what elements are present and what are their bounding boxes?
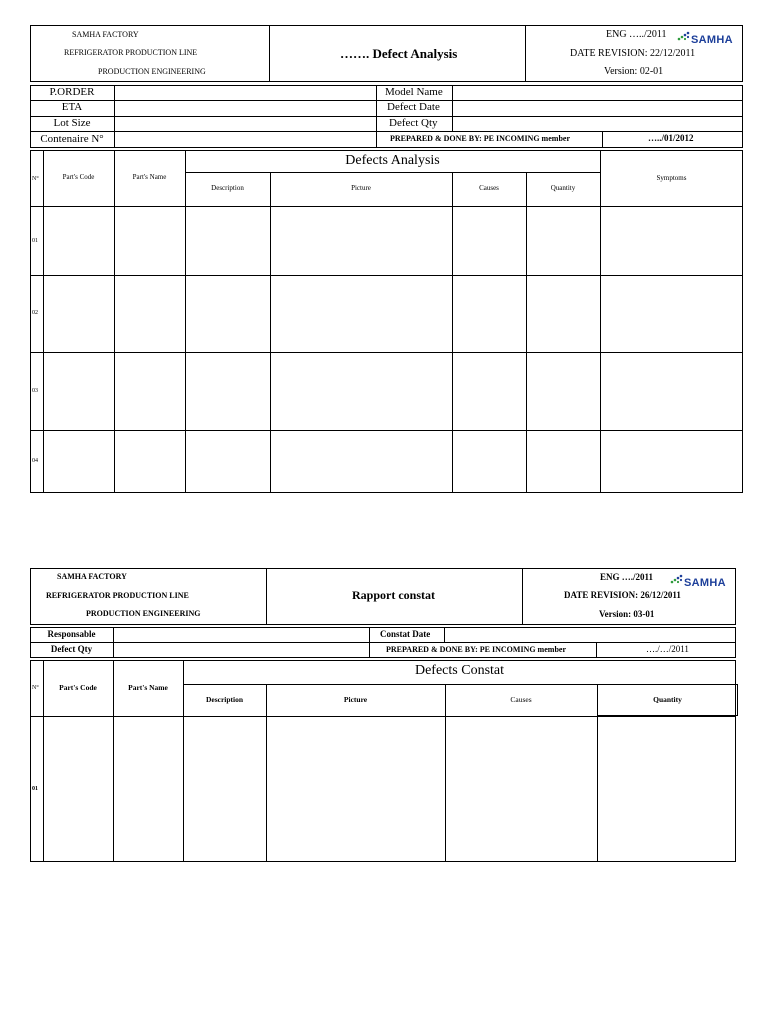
form1-col-parts-code: Part's Code	[62, 173, 95, 181]
form2-col-description: Description	[205, 695, 244, 704]
form1-samha-logo	[677, 26, 733, 46]
form1-row-number: 03	[32, 388, 38, 394]
form2-eng-ref: ENG …./2011	[600, 572, 654, 582]
form1-col-parts-name: Part's Name	[132, 173, 167, 181]
form1-row-number: 04	[32, 458, 38, 464]
form2-date-revision: DATE REVISION: 26/12/2011	[564, 590, 681, 600]
form1-model-name-field[interactable]	[453, 86, 742, 100]
form2-responsable-field[interactable]	[114, 628, 368, 642]
form1-prepared-date: …../01/2012	[648, 133, 694, 143]
form1-defect-qty-label: Defect Qty	[389, 117, 438, 129]
form2-section-title: Defects Constat	[414, 663, 505, 678]
form1-eta-label: ETA	[61, 101, 83, 113]
form1-defect-qty-field[interactable]	[453, 117, 742, 131]
form1-eta-field[interactable]	[115, 101, 375, 115]
form2-defect-qty-label: Defect Qty	[50, 644, 93, 654]
form1-col-picture: Picture	[351, 184, 371, 192]
form2-title: Rapport constat	[352, 588, 435, 602]
form1-eng-ref: ENG …../2011	[606, 29, 667, 40]
samha-logo-text: SAMHA	[691, 34, 733, 46]
form2-col-causes: Causes	[510, 695, 532, 704]
form1-date-revision: DATE REVISION: 22/12/2011	[570, 48, 696, 59]
samha-logo-icon	[670, 574, 684, 584]
form1-department: PRODUCTION ENGINEERING	[98, 67, 206, 76]
form2-constat-date-label: Constat Date	[380, 629, 431, 639]
form1-col-description: Description	[211, 184, 244, 192]
form1-lot-size-label: Lot Size	[53, 117, 91, 129]
form1-porder-field[interactable]	[115, 86, 375, 100]
form1-table-row[interactable]	[44, 353, 742, 429]
form1-company-name: SAMHA FACTORY	[72, 30, 139, 39]
form2-row-number: 01	[32, 786, 38, 792]
form1-prepared-by: PREPARED & DONE BY: PE INCOMING member	[390, 134, 570, 143]
form1-table-row[interactable]	[44, 431, 742, 492]
form1-table-row[interactable]	[44, 276, 742, 351]
form1-title: ……. Defect Analysis	[340, 46, 458, 61]
form1-defect-date-field[interactable]	[453, 101, 742, 115]
form2-version: Version: 03-01	[599, 609, 655, 619]
form1-container-label: Contenaire N°	[40, 133, 104, 145]
form2-samha-logo	[670, 569, 726, 589]
samha-logo-icon	[677, 31, 691, 41]
form2-table-row[interactable]	[44, 717, 735, 861]
form2-department: PRODUCTION ENGINEERING	[86, 609, 201, 618]
form2-col-parts-name: Part's Name	[128, 683, 168, 692]
form1-col-quantity: Quantity	[550, 184, 576, 192]
form2-prepared-by: PREPARED & DONE BY: PE INCOMING member	[386, 645, 566, 654]
form2-production-line: REFRIGERATOR PRODUCTION LINE	[46, 591, 189, 600]
form2-defect-qty-field[interactable]	[114, 643, 368, 657]
samha-logo-text: SAMHA	[684, 577, 726, 589]
form2-responsable-label: Responsable	[47, 629, 96, 639]
form2-col-no: N°	[32, 685, 39, 691]
form2-company-name: SAMHA FACTORY	[57, 572, 127, 581]
form2-col-quantity: Quantity	[653, 695, 682, 704]
form1-production-line: REFRIGERATOR PRODUCTION LINE	[64, 48, 198, 57]
form1-section-title: Defects Analysis	[345, 153, 440, 168]
form1-row-number: 02	[32, 310, 38, 316]
form1-col-no: N°	[32, 176, 39, 182]
form1-col-causes: Causes	[479, 184, 499, 192]
form1-defect-date-label: Defect Date	[387, 101, 440, 113]
form1-model-name-label: Model Name	[385, 86, 443, 98]
form1-lot-size-field[interactable]	[115, 117, 375, 131]
form2-prepared-date: …./…/2011	[646, 644, 689, 654]
form2-col-picture: Picture	[343, 695, 368, 704]
form1-container-field[interactable]	[115, 132, 375, 147]
form1-row-number: 01	[32, 238, 38, 244]
form1-col-symptoms: Symptoms	[656, 174, 687, 182]
form1-table-row[interactable]	[44, 207, 742, 274]
form1-porder-label: P.ORDER	[49, 86, 95, 98]
form2-constat-date-field[interactable]	[445, 628, 735, 642]
form2-col-parts-code: Part's Code	[59, 683, 97, 692]
form1-version: Version: 02-01	[604, 66, 664, 77]
